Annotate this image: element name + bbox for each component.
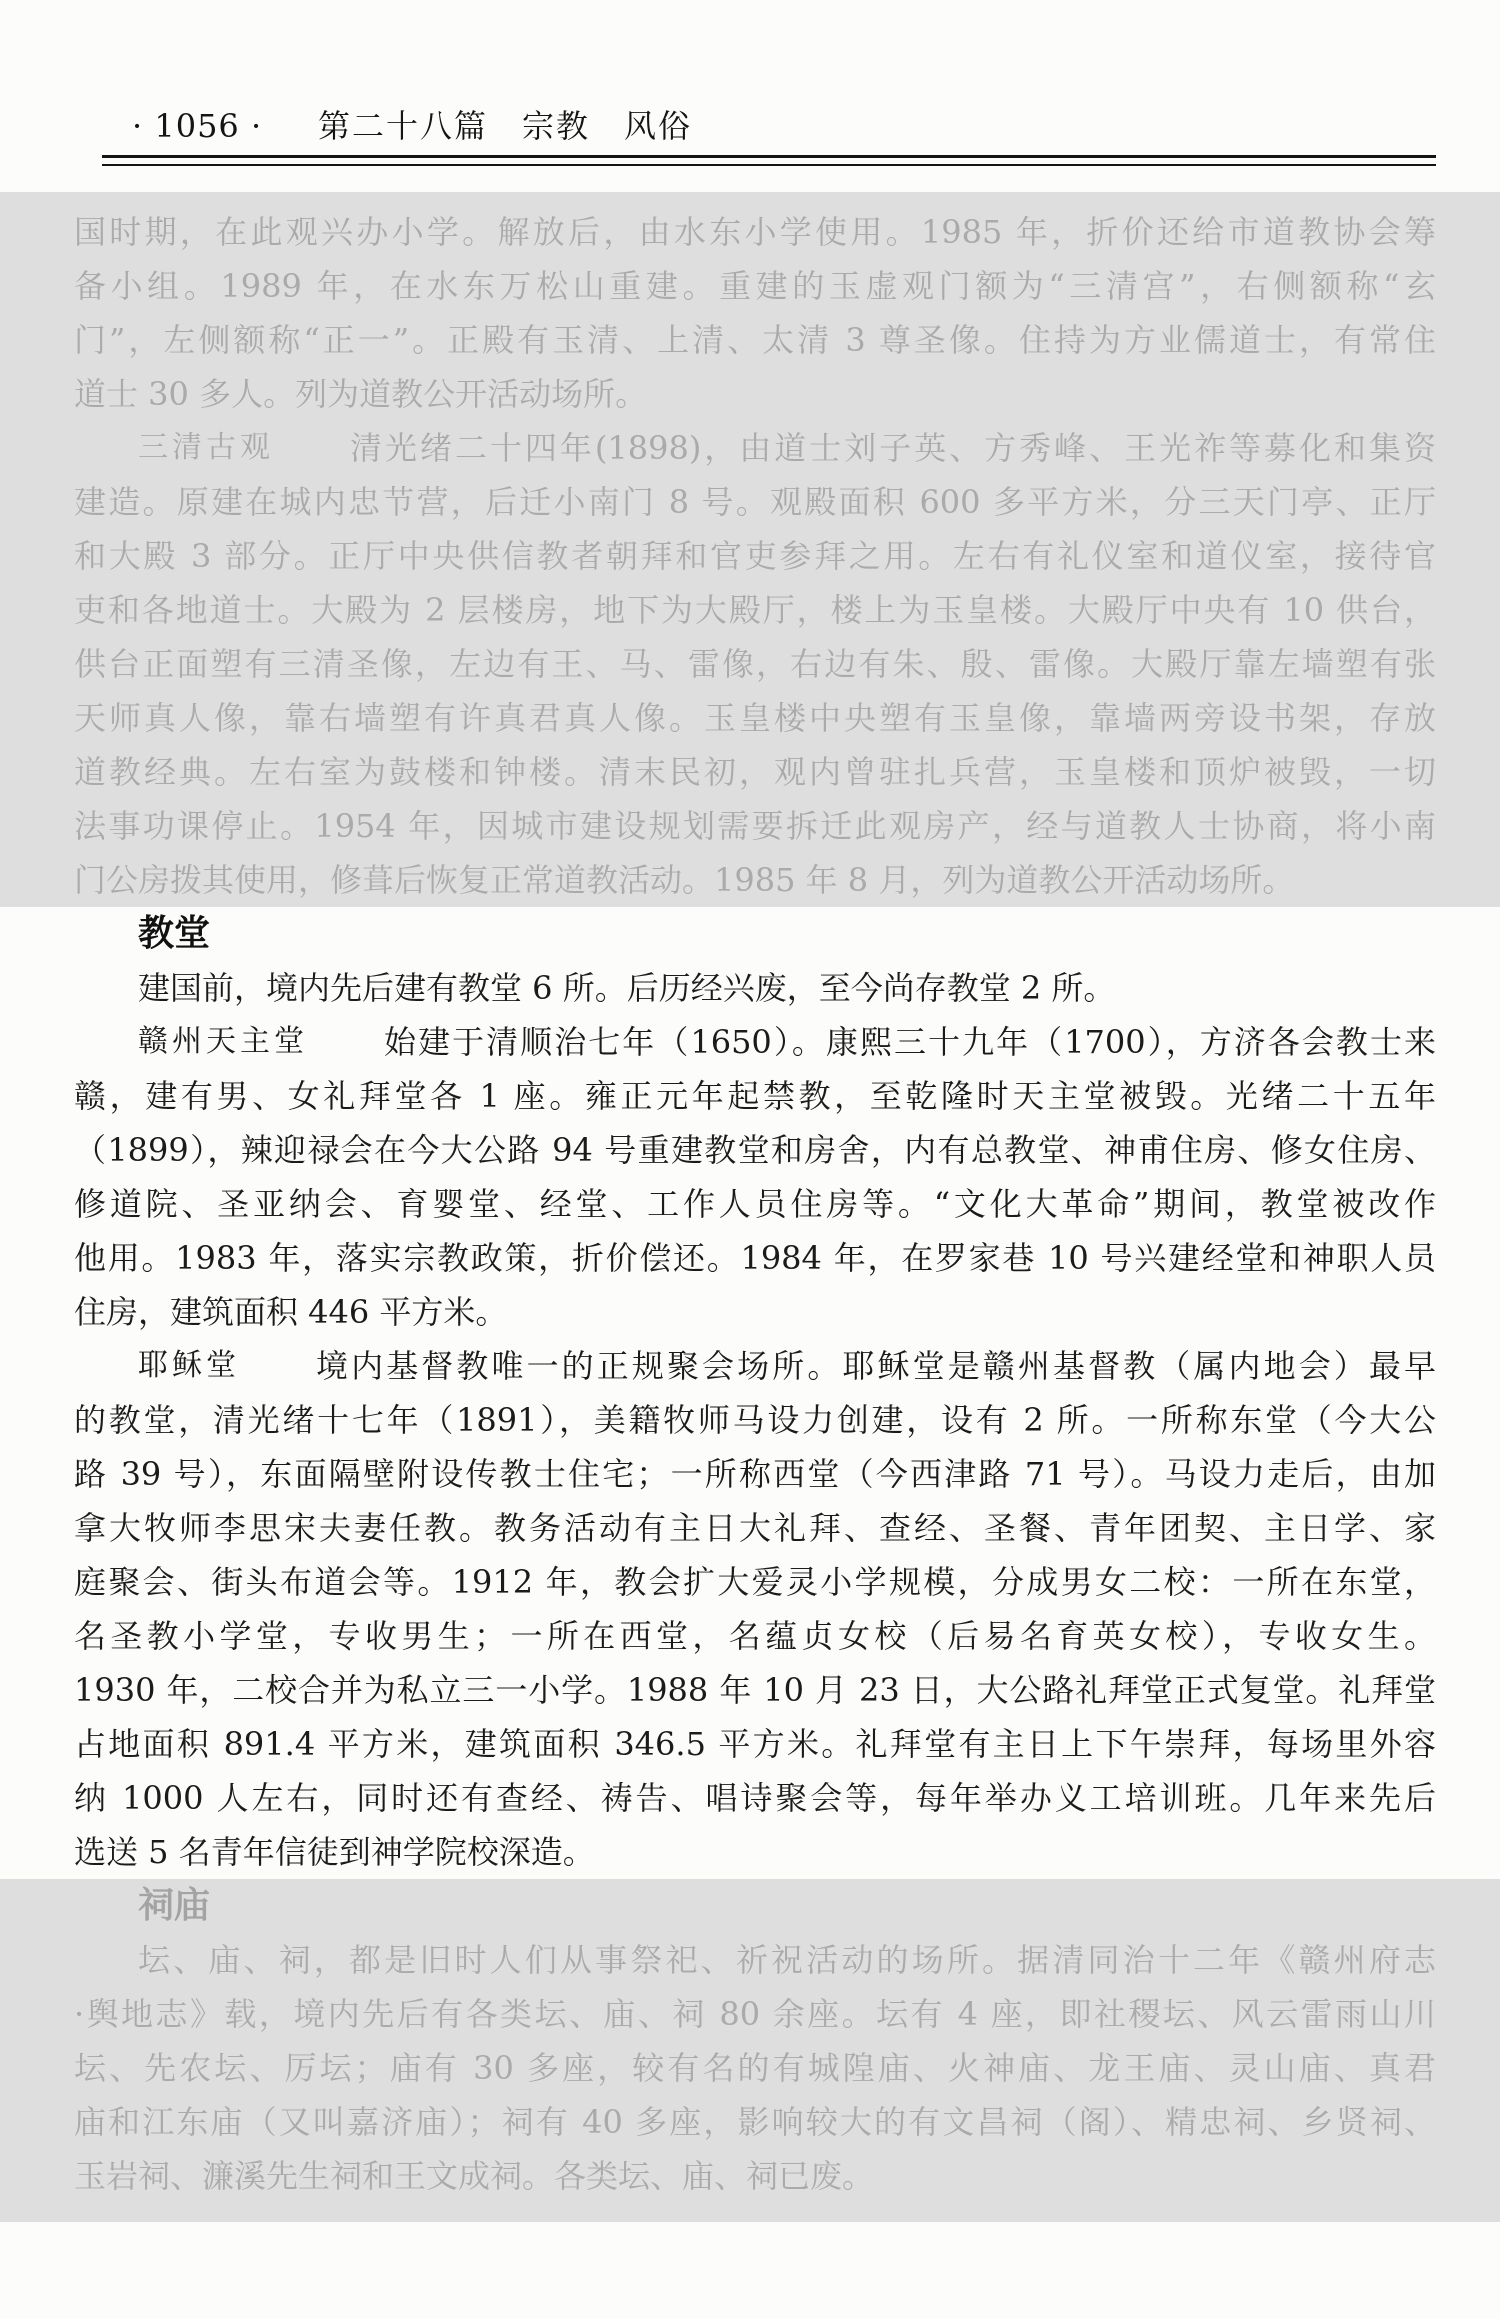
entry-text: 境内基督教唯一的正规聚会场所。耶稣堂是赣州基督教（属内地会）最早 xyxy=(316,1347,1436,1385)
section-heading-temples: 祠庙 xyxy=(138,1885,211,1926)
text-line: 占地面积 891.4 平方米，建筑面积 346.5 平方米。礼拜堂有主日上下午崇拜，每场里外容 xyxy=(74,1725,1436,1763)
text-line: 他用。1983 年，落实宗教政策，折价偿还。1984 年，在罗家巷 10 号兴建经堂和神职人员 xyxy=(74,1239,1436,1277)
text-line: 纳 1000 人左右，同时还有查经、祷告、唱诗聚会等，每年举办义工培训班。几年来先后 xyxy=(74,1779,1436,1817)
paragraph-ganzhou-catholic xyxy=(0,1015,1500,1339)
text-line: 路 39 号），东面隔壁附设传教士住宅；一所称西堂（今西津路 71 号）。马设力走后，由加 xyxy=(74,1455,1436,1493)
text-line: 修道院、圣亚纳会、育婴堂、经堂、工作人员住房等。“文化大革命”期间，教堂被改作 xyxy=(74,1185,1436,1223)
header-rule-thick xyxy=(102,155,1436,158)
text-line: 1930 年，二校合并为私立三一小学。1988 年 10 月 23 日，大公路礼拜堂正式复堂。礼拜堂 xyxy=(74,1671,1436,1709)
paragraph-daoguan-continued xyxy=(0,205,1500,421)
text-line: 玉岩祠、濂溪先生祠和王文成祠。各类坛、庙、祠已废。 xyxy=(74,2157,875,2195)
page-header xyxy=(0,104,1500,148)
paragraph-sanqing-guan xyxy=(0,421,1500,907)
text-line: 吏和各地道士。大殿为 2 层楼房，地下为大殿厅，楼上为玉皇楼。大殿厅中央有 10 供台， xyxy=(74,591,1436,629)
text-line: 门公房拨其使用，修葺后恢复正常道教活动。1985 年 8 月，列为道教公开活动场所。 xyxy=(74,861,1295,899)
chapter-title: 第二十八篇 宗教 风俗 xyxy=(318,107,693,145)
text-line: 备小组。1989 年，在水东万松山重建。重建的玉虚观门额为“三清宫”，右侧额称“玄 xyxy=(74,267,1436,305)
header-rule-thin xyxy=(102,164,1436,166)
text-line: 天师真人像，靠右墙塑有许真君真人像。玉皇楼中央塑有玉皇像，靠墙两旁设书架，存放 xyxy=(74,699,1436,737)
text-line: 道士 30 多人。列为道教公开活动场所。 xyxy=(74,375,648,413)
text-line: 道教经典。左右室为鼓楼和钟楼。清末民初，观内曾驻扎兵营，玉皇楼和顶炉被毁，一切 xyxy=(74,753,1436,791)
text-line: 选送 5 名青年信徒到神学院校深造。 xyxy=(74,1833,595,1871)
section-churches xyxy=(0,907,1500,1879)
text-line xyxy=(74,1015,1436,1069)
faded-section-temples xyxy=(0,1879,1500,2222)
section-heading-churches: 教堂 xyxy=(138,913,211,954)
entry-label-ganzhou-catholic: 赣州天主堂 xyxy=(138,1024,308,1059)
paragraph-jesus-church xyxy=(0,1339,1500,1879)
text-line: 拿大牧师李思宋夫妻任教。教务活动有主日大礼拜、查经、圣餐、青年团契、主日学、家 xyxy=(74,1509,1436,1547)
faded-section-daoguan xyxy=(0,192,1500,907)
text-line xyxy=(74,1339,1436,1393)
text-line: 供台正面塑有三清圣像，左边有王、马、雷像，右边有朱、殷、雷像。大殿厅靠左墙塑有张 xyxy=(74,645,1436,683)
text-line xyxy=(74,421,1436,475)
entry-text: 清光绪二十四年(1898)，由道士刘子英、方秀峰、王光祚等募化和集资 xyxy=(350,429,1436,467)
text-line: 庙和江东庙（又叫嘉济庙）；祠有 40 多座，影响较大的有文昌祠（阁）、精忠祠、乡贤祠、 xyxy=(74,2103,1436,2141)
text-line: 庭聚会、街头布道会等。1912 年，教会扩大爱灵小学规模，分成男女二校：一所在东堂， xyxy=(74,1563,1436,1601)
text-line: 坛、先农坛、厉坛；庙有 30 多座，较有名的有城隍庙、火神庙、龙王庙、灵山庙、真君 xyxy=(74,2049,1436,2087)
text-line: 和大殿 3 部分。正厅中央供信教者朝拜和官吏参拜之用。左右有礼仪室和道仪室，接待官 xyxy=(74,537,1436,575)
page-number: · 1056 · xyxy=(132,107,263,145)
text-line: 赣，建有男、女礼拜堂各 1 座。雍正元年起禁教，至乾隆时天主堂被毁。光绪二十五年 xyxy=(74,1077,1436,1115)
text-line: 法事功课停止。1954 年，因城市建设规划需要拆迁此观房产，经与道教人士协商，将小南 xyxy=(74,807,1436,845)
text-line: 建造。原建在城内忠节营，后迁小南门 8 号。观殿面积 600 多平方米，分三天门亭、正厅 xyxy=(74,483,1436,521)
text-line: 的教堂，清光绪十七年（1891），美籍牧师马设力创建，设有 2 所。一所称东堂（今大公 xyxy=(74,1401,1436,1439)
text-line: （1899），辣迎禄会在今大公路 94 号重建教堂和房舍，内有总教堂、神甫住房、修女住房、 xyxy=(74,1131,1436,1169)
entry-label-jesus-church: 耶稣堂 xyxy=(138,1348,240,1383)
text-line: 名圣教小学堂，专收男生；一所在西堂，名蕴贞女校（后易名育英女校），专收女生。 xyxy=(74,1617,1436,1655)
text-line: 坛、庙、祠，都是旧时人们从事祭祀、祈祝活动的场所。据清同治十二年《赣州府志 xyxy=(138,1941,1436,1979)
text-line: 住房，建筑面积 446 平方米。 xyxy=(74,1293,508,1331)
text-line: 国时期，在此观兴办小学。解放后，由水东小学使用。1985 年，折价还给市道教协会筹 xyxy=(74,213,1436,251)
paragraph-churches-intro: 建国前，境内先后建有教堂 6 所。后历经兴废，至今尚存教堂 2 所。 xyxy=(138,969,1116,1007)
text-line: ·舆地志》载，境内先后有各类坛、庙、祠 80 余座。坛有 4 座，即社稷坛、风云雷雨山川 xyxy=(74,1995,1436,2033)
text-line: 门”，左侧额称“正一”。正殿有玉清、上清、太清 3 尊圣像。住持为方业儒道士，有常住 xyxy=(74,321,1436,359)
entry-label-sanqing-guan: 三清古观 xyxy=(138,430,274,465)
entry-text: 始建于清顺治七年（1650）。康熙三十九年（1700），方济各会教士来 xyxy=(384,1023,1436,1061)
paragraph-temples xyxy=(0,1933,1500,2203)
